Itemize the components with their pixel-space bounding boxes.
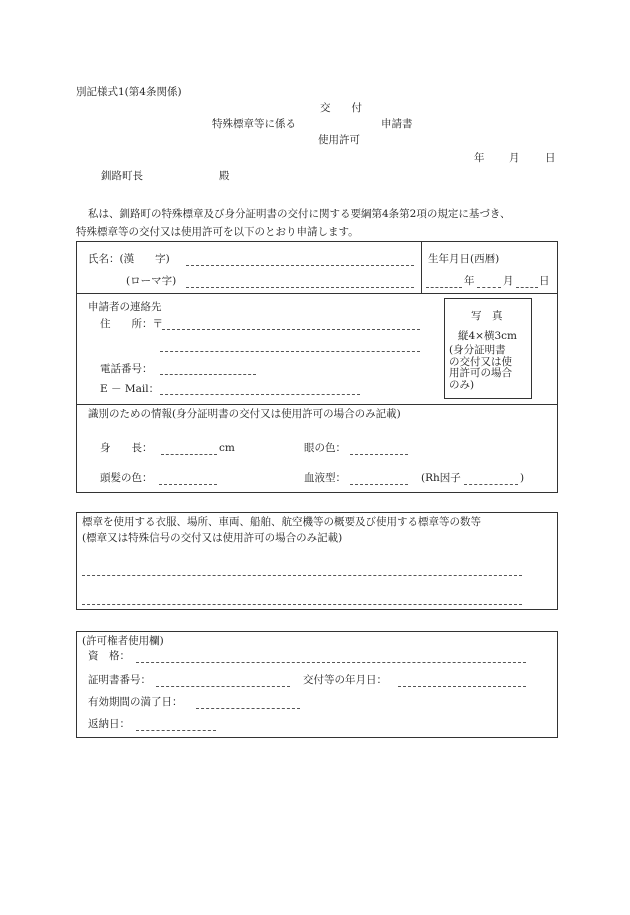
name-roman-label: (ローマ字) <box>126 275 177 287</box>
rh-label-close: ) <box>520 472 525 484</box>
rh-label-open: (Rh因子 <box>421 472 461 484</box>
birth-day: 日 <box>539 275 550 287</box>
email-label: E － Mail： <box>100 383 160 395</box>
form-number: 別記様式1(第4条関係) <box>76 86 182 98</box>
height-label: 身 長： <box>100 442 153 454</box>
return-date-field[interactable] <box>136 730 216 731</box>
contact-section-divider <box>76 404 558 405</box>
photo-note-line-4: のみ) <box>449 378 475 391</box>
expiry-label: 有効期間の満了日： <box>88 696 183 708</box>
height-field[interactable] <box>161 454 217 455</box>
address-label: 住 所：〒 <box>100 318 163 330</box>
date-month: 月 <box>509 152 520 164</box>
qualification-field[interactable] <box>136 662 526 663</box>
height-unit: cm <box>219 442 235 454</box>
blood-type-label: 血液型： <box>304 472 346 484</box>
intro-line-2: 特殊標章等の交付又は使用許可を以下のとおり申請します。 <box>76 226 359 238</box>
qualification-label: 資 格： <box>88 650 130 662</box>
eye-color-field[interactable] <box>350 454 408 455</box>
birth-month-field[interactable] <box>477 287 501 288</box>
title-option-permit: 使用許可 <box>318 134 360 146</box>
name-kanji-label: 氏名：(漢 字) <box>88 253 170 265</box>
name-roman-field[interactable] <box>186 287 414 288</box>
birth-year: 年 <box>464 275 475 287</box>
photo-note-line-3: 用許可の場合 <box>449 367 512 379</box>
issue-date-field[interactable] <box>398 686 526 687</box>
emblem-usage-line-1: 標章を使用する衣服、場所、車両、船舶、航空機等の概要及び使用する標章等の数等 <box>82 516 481 528</box>
name-section-divider <box>76 293 558 294</box>
phone-field[interactable] <box>160 374 256 375</box>
authority-section-label: (許可権者使用欄) <box>82 635 164 647</box>
hair-color-label: 頭髪の色： <box>100 472 153 484</box>
return-date-label: 返納日： <box>88 718 130 730</box>
blood-type-field[interactable] <box>350 484 408 485</box>
address-field-line-1[interactable] <box>162 329 420 330</box>
id-info-label: 識別のための情報(身分証明書の交付又は使用許可の場合のみ記載) <box>88 408 401 420</box>
birth-month: 月 <box>503 275 514 287</box>
title-option-issue: 交 付 <box>320 102 362 114</box>
certificate-number-label: 証明書番号： <box>88 674 151 686</box>
photo-note-line-2: の交付又は使 <box>449 355 512 368</box>
name-birth-divider <box>421 241 422 294</box>
honorific: 殿 <box>219 170 230 182</box>
certificate-number-field[interactable] <box>156 686 290 687</box>
name-kanji-field[interactable] <box>186 265 414 266</box>
birthdate-label: 生年月日(西暦) <box>428 253 500 265</box>
birth-day-field[interactable] <box>516 287 538 288</box>
emblem-usage-field-2[interactable] <box>82 604 522 605</box>
expiry-field[interactable] <box>196 708 300 709</box>
emblem-usage-line-2: (標章又は特殊信号の交付又は使用許可の場合のみ記載) <box>82 532 343 544</box>
rh-factor-field[interactable] <box>464 484 518 485</box>
contact-label: 申請者の連絡先 <box>88 301 162 313</box>
date-day: 日 <box>545 152 556 164</box>
intro-line-1: 私は、釧路町の特殊標章及び身分証明書の交付に関する要綱第4条第2項の規定に基づき、 <box>88 208 511 220</box>
photo-size: 縦4×横3cm <box>458 330 517 342</box>
emblem-usage-field-1[interactable] <box>82 575 522 576</box>
photo-title: 写 真 <box>471 310 503 322</box>
address-field-line-2[interactable] <box>160 351 420 352</box>
issue-date-label: 交付等の年月日： <box>303 674 387 686</box>
birth-year-field[interactable] <box>426 287 462 288</box>
hair-color-field[interactable] <box>159 484 217 485</box>
photo-note-line-1: (身分証明書 <box>449 344 506 356</box>
phone-label: 電話番号： <box>100 363 153 375</box>
eye-color-label: 眼の色： <box>304 442 346 454</box>
email-field[interactable] <box>160 394 360 395</box>
date-year: 年 <box>474 152 485 164</box>
photo-note <box>449 345 512 391</box>
recipient: 釧路町長 <box>101 170 143 182</box>
title-suffix: 申請書 <box>381 118 413 130</box>
title-prefix: 特殊標章等に係る <box>212 118 296 130</box>
